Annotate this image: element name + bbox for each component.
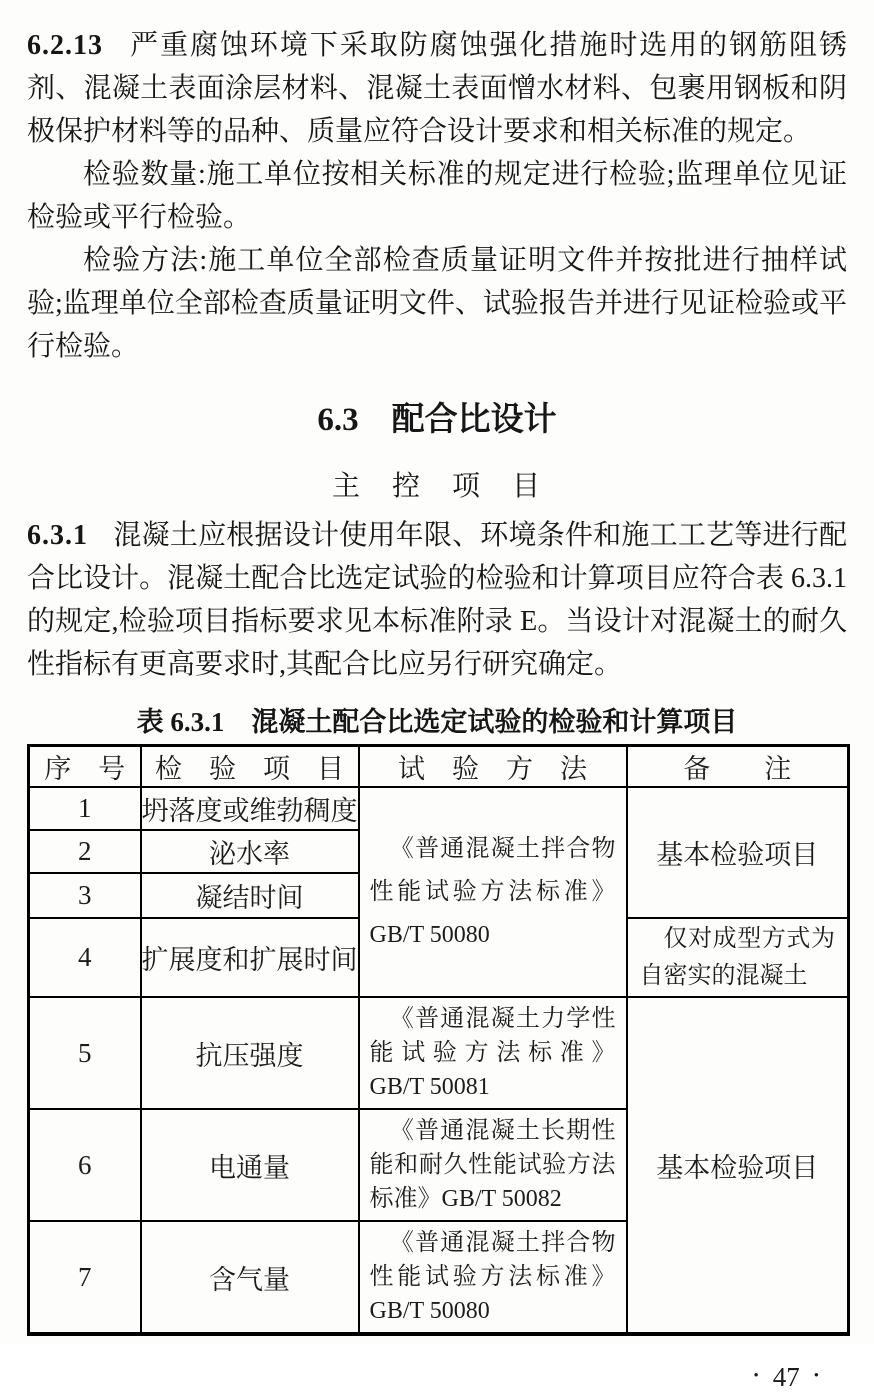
cell-note-merged-rows-5-7: 基本检验项目 xyxy=(627,997,849,1334)
footer-dot-right: • xyxy=(813,1368,819,1384)
cell-item: 坍落度或维勃稠度 xyxy=(141,787,359,830)
page-footer xyxy=(27,1362,847,1393)
cell-no: 5 xyxy=(29,997,141,1109)
clause-text: 严重腐蚀环境下采取防腐蚀强化措施时选用的钢筋阻锈剂、混凝土表面涂层材料、混凝土表面憎水材料、包裹用钢板和阴极保护材料等的品种、质量应符合设计要求和相关标准的规定。 xyxy=(27,30,847,147)
paragraph-inspection-method: 检验方法:施工单位全部检查质量证明文件并按批进行抽样试验;监理单位全部检查质量证明文件、试验报告并进行见证检验或平行检验。 xyxy=(27,245,847,362)
table-row xyxy=(29,997,849,1109)
table-caption: 表 6.3.1 混凝土配合比选定试验的检验和计算项目 xyxy=(136,707,738,737)
cell-note xyxy=(627,918,849,997)
cell-method-merged-rows-1-4 xyxy=(359,787,627,997)
cell-note-merged-rows-1-3: 基本检验项目 xyxy=(627,787,849,918)
cell-no: 7 xyxy=(29,1221,141,1334)
cell-item: 含气量 xyxy=(141,1221,359,1334)
table-header-no: 序 号 xyxy=(29,746,141,788)
method-text: 《普通混凝土力学性能试验方法标准》GB/T 50081 xyxy=(369,1006,616,1100)
clause-number: 6.3.1 xyxy=(27,520,88,551)
paragraph-6-2-13 xyxy=(27,24,847,153)
cell-item: 凝结时间 xyxy=(141,873,359,918)
cell-item: 电通量 xyxy=(141,1109,359,1221)
subsection-heading-main-control-items: 主 控 项 目 xyxy=(331,471,542,502)
page-number: 47 xyxy=(772,1362,800,1392)
method-text: 《普通混凝土长期性能和耐久性能试验方法标准》GB/T 50082 xyxy=(369,1118,616,1212)
cell-no: 4 xyxy=(29,918,141,997)
table-header-row xyxy=(29,746,849,788)
table-header-note: 备 注 xyxy=(627,746,849,788)
cell-method xyxy=(359,1221,627,1334)
method-text: 《普通混凝土拌合物性能试验方法标准》GB/T 50080 xyxy=(369,835,616,948)
cell-no: 3 xyxy=(29,873,141,918)
cell-method xyxy=(359,997,627,1109)
cell-method xyxy=(359,1109,627,1221)
footer-dot-left: • xyxy=(753,1368,759,1384)
section-heading-6-3: 6.3 配合比设计 xyxy=(317,402,557,438)
cell-no: 1 xyxy=(29,787,141,830)
clause-number: 6.2.13 xyxy=(27,30,103,61)
clause-text: 混凝土应根据设计使用年限、环境条件和施工工艺等进行配合比设计。混凝土配合比选定试验的检验和计算项目应符合表 6.3.1 的规定,检验项目指标要求见本标准附录 E。当设计对混凝土的耐久性指标有更高要求时,其配合比应另行研究确定。 xyxy=(27,520,847,680)
table-6-3-1 xyxy=(27,744,850,1336)
table-header-method: 试 验 方 法 xyxy=(359,746,627,788)
cell-item: 泌水率 xyxy=(141,830,359,873)
paragraph-inspection-quantity: 检验数量:施工单位按相关标准的规定进行检验;监理单位见证检验或平行检验。 xyxy=(27,159,847,233)
cell-item: 抗压强度 xyxy=(141,997,359,1109)
method-text: 《普通混凝土拌合物性能试验方法标准》GB/T 50080 xyxy=(369,1230,616,1324)
table-row xyxy=(29,787,849,830)
table-header-item: 检 验 项 目 xyxy=(141,746,359,788)
cell-item: 扩展度和扩展时间 xyxy=(141,918,359,997)
paragraph-6-3-1 xyxy=(27,514,847,686)
cell-no: 6 xyxy=(29,1109,141,1221)
cell-no: 2 xyxy=(29,830,141,873)
note-text: 仅对成型方式为自密实的混凝土 xyxy=(639,925,835,989)
